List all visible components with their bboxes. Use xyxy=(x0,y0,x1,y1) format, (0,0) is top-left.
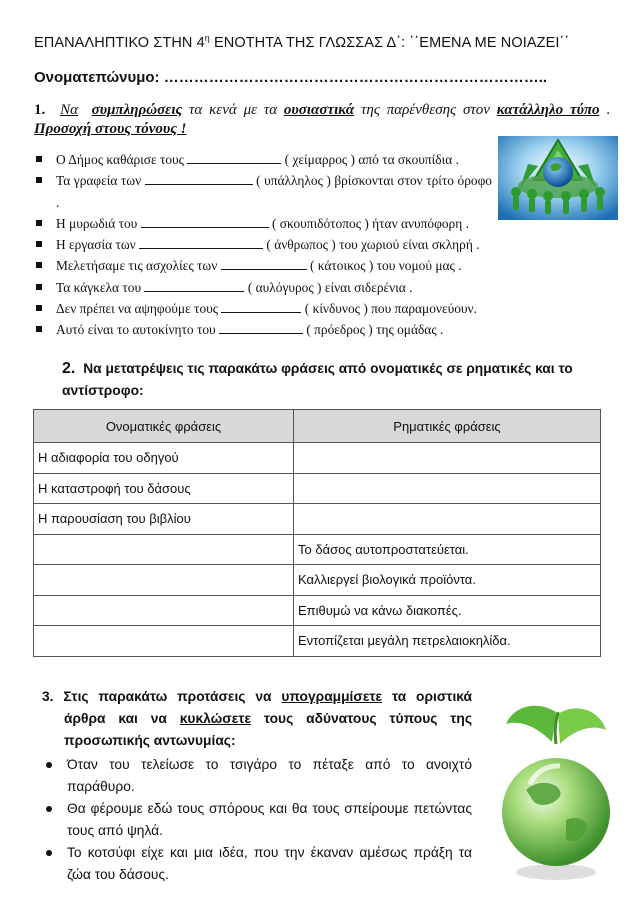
sentence-after: ( χείμαρρος ) από τα σκουπίδια . xyxy=(281,152,459,167)
list-item xyxy=(36,170,492,213)
sentence-after: ( κίνδυνος ) που παραμονεύουν. xyxy=(301,301,477,317)
table-header-row xyxy=(34,410,601,443)
column-header-nominal: Ονοματικές φράσεις xyxy=(34,410,294,443)
sentence-before: Αυτό είναι το αυτοκίνητο του xyxy=(56,322,220,338)
blank-field[interactable] xyxy=(144,279,244,292)
blank-field[interactable] xyxy=(139,236,263,249)
list-item xyxy=(36,213,492,234)
table-row xyxy=(34,595,601,626)
sentence-after: ( υπάλληλος ) βρίσκονται στον τρίτο όροφο . xyxy=(56,173,492,210)
sentence-before: Δεν πρέπει να αψηφούμε τους xyxy=(56,301,222,317)
list-item: Το κοτσύφι είχε και μια ιδέα, που την έκαναν αμέσως πράξη τα ζώα του δάσους. xyxy=(42,842,472,886)
sentence-after: ( άνθρωπος ) του χωριού είναι σκληρή . xyxy=(263,237,480,253)
answer-cell[interactable] xyxy=(294,504,601,535)
list-item xyxy=(36,298,492,319)
section3-head-part-5: τους αδύνατους τύπους της προσωπικής αντωνυμίας: xyxy=(64,711,472,748)
sentence-after: ( πρόεδρος ) της ομάδας . xyxy=(303,322,444,338)
section3-head-part-3: τα οριστικά άρθρα και να xyxy=(64,689,472,726)
table-row xyxy=(34,504,601,535)
section3 xyxy=(42,686,472,886)
column-header-verbal: Ρηματικές φράσεις xyxy=(294,410,601,443)
list-item xyxy=(36,255,492,276)
section2-number: 2. xyxy=(62,360,76,377)
section3-head-part-1: Στις παρακάτω προτάσεις να xyxy=(53,689,282,704)
blank-field[interactable] xyxy=(219,321,303,334)
title-main: ΕΠΑΝΑΛΗΠΤΙΚΟ ΣΤΗΝ 4 xyxy=(34,34,205,51)
blank-field[interactable] xyxy=(145,172,253,185)
instr-part-7: . xyxy=(599,102,611,118)
table-cell: Καλλιεργεί βιολογικά προϊόντα. xyxy=(294,565,601,596)
blank-field[interactable] xyxy=(187,151,281,164)
sentence-before: Μελετήσαμε τις ασχολίες των xyxy=(56,258,221,274)
title-superscript: η xyxy=(204,33,210,43)
list-item xyxy=(36,319,492,340)
sentence-after: ( σκουπιδότοπος ) ήταν ανυπόφορη . xyxy=(268,215,469,231)
table-cell: Εντοπίζεται μεγάλη πετρελαιοκηλίδα. xyxy=(294,626,601,657)
table-cell: Το δάσος αυτοπροστατεύεται. xyxy=(294,534,601,565)
section3-head-part-2: υπογραμμίσετε xyxy=(281,689,383,704)
list-item: Θα φέρουμε εδώ τους σπόρους και θα τους σπείρουμε πετώντας τους από ψηλά. xyxy=(42,798,472,842)
instr-part-3: τα κενά με τα xyxy=(182,102,284,118)
name-field[interactable]: Ονοματεπώνυμο: ………………………………………………………………….. xyxy=(34,69,548,86)
answer-cell[interactable] xyxy=(294,473,601,504)
section3-head-part-4: κυκλώσετε xyxy=(179,711,252,726)
title-rest: ΕΝΟΤΗΤΑ ΤΗΣ ΓΛΩΣΣΑΣ Δ΄: ΄΄ΕΜΕΝΑ ΜΕ ΝΟΙΑΖΕΙ΄΄ xyxy=(209,34,570,51)
recycling-earth-icon xyxy=(498,136,618,220)
section2-instructions xyxy=(62,358,582,402)
table-cell: Η καταστροφή του δάσους xyxy=(34,473,294,504)
instr-part-4: ουσιαστικά xyxy=(283,102,355,118)
answer-cell[interactable] xyxy=(34,534,294,565)
blank-field[interactable] xyxy=(221,300,301,313)
section3-instructions xyxy=(42,686,472,752)
list-item xyxy=(36,277,492,298)
sentence-before: Η εργασία των xyxy=(56,237,140,253)
sentence-before: Τα κάγκελα του xyxy=(56,279,145,295)
table-cell: Η αδιαφορία του οδηγού xyxy=(34,443,294,474)
blank-field[interactable] xyxy=(221,257,307,270)
instr-part-8: Προσοχή στους τόνους ! xyxy=(34,121,187,137)
table-row xyxy=(34,626,601,657)
list-item: Όταν του τελείωσε το τσιγάρο το πέταξε από το ανοιχτό παράθυρο. xyxy=(42,754,472,798)
sentence-list xyxy=(42,754,472,886)
instr-part-6: κατάλληλο τύπο xyxy=(496,102,600,118)
instr-part-5: της παρένθεσης στον xyxy=(354,102,497,118)
answer-cell[interactable] xyxy=(294,443,601,474)
section3-number: 3. xyxy=(42,689,54,704)
answer-cell[interactable] xyxy=(34,626,294,657)
table-row xyxy=(34,565,601,596)
section2-heading: Να μετατρέψεις τις παρακάτω φράσεις από ονοματικές σε ρηματικές και το αντίστροφο: xyxy=(62,361,573,398)
sentence-after: ( αυλόγυρος ) είναι σιδερένια . xyxy=(244,279,413,295)
page-title xyxy=(34,33,614,51)
section1-number: 1. xyxy=(34,102,46,118)
list-item xyxy=(36,149,492,170)
table-row xyxy=(34,443,601,474)
sentence-before: Η μυρωδιά του xyxy=(56,215,141,231)
fill-in-list xyxy=(36,149,492,341)
list-item xyxy=(36,234,492,255)
section1-instructions xyxy=(34,101,610,139)
blank-field[interactable] xyxy=(141,215,269,228)
table-row xyxy=(34,534,601,565)
table-cell: Επιθυμώ να κάνω διακοπές. xyxy=(294,595,601,626)
instr-part-1: Να xyxy=(60,102,78,118)
table-cell: Η παρουσίαση του βιβλίου xyxy=(34,504,294,535)
table-row xyxy=(34,473,601,504)
answer-cell[interactable] xyxy=(34,565,294,596)
sentence-after: ( κάτοικος ) του νομού μας . xyxy=(306,258,462,274)
sentence-before: Ο Δήμος καθάρισε τους xyxy=(56,152,188,167)
answer-cell[interactable] xyxy=(34,595,294,626)
green-globe-icon xyxy=(496,700,614,886)
phrases-table xyxy=(33,409,601,657)
instr-part-2: συμπληρώσεις xyxy=(91,102,183,118)
sentence-before: Τα γραφεία των xyxy=(56,173,145,189)
